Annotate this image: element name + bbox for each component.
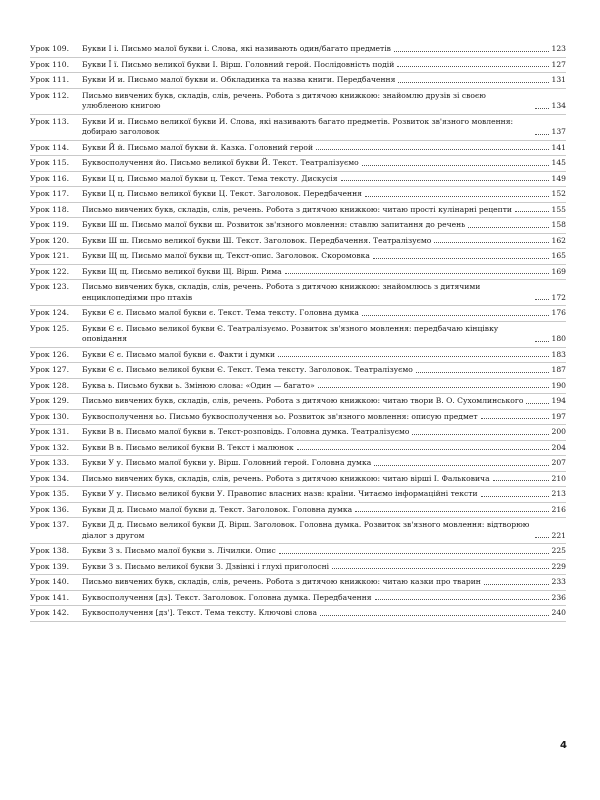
toc-entry bbox=[30, 591, 566, 607]
toc-entry bbox=[30, 141, 566, 157]
toc-entry bbox=[30, 187, 566, 203]
lesson-title: Букви Й й. Письмо малої букви й. Казка. Головний герой bbox=[82, 142, 314, 152]
toc-entry bbox=[30, 379, 566, 395]
dot-leader bbox=[362, 314, 549, 316]
dot-leader bbox=[278, 355, 548, 357]
lesson-title: Письмо вивчених букв, складів, слів, речень. Робота з дитячою книжкою: знайомлю друзів зі своєю улюбленою книгою bbox=[82, 90, 486, 110]
lesson-title: Букви Ї ї. Письмо великої букви І. Вірш. Головний герой. Послідовність подій bbox=[82, 59, 395, 69]
lesson-title: Письмо вивчених букв, складів, слів, речень. Робота з дитячою книжкою: читаю казки про тварин bbox=[82, 577, 481, 586]
dot-leader bbox=[362, 164, 549, 166]
entry-body bbox=[82, 143, 566, 154]
lesson-number: Урок 133. bbox=[30, 458, 69, 467]
toc-entry bbox=[30, 394, 566, 410]
lesson-number: Урок 110. bbox=[30, 59, 69, 69]
entry-page-number: 152 bbox=[551, 189, 566, 198]
dot-leader bbox=[374, 464, 548, 466]
entry-body bbox=[82, 205, 566, 216]
entry-page-number: 158 bbox=[551, 220, 566, 229]
lesson-title: Букви Д д. Письмо великої букви Д. Вірш. Заголовок. Головна думка. Розвиток зв'язного мовлення: відтворюю діалог з другом bbox=[82, 520, 530, 540]
entry-body bbox=[82, 236, 566, 247]
lesson-title: Буквосполучення [дз]. Текст. Заголовок. Головна думка. Передбачення bbox=[82, 592, 372, 602]
entry-page-number: 236 bbox=[551, 592, 566, 602]
lesson-title: Букви В в. Письмо великої букви В. Текст і малюнок bbox=[82, 442, 294, 452]
lesson-title: Буквосполучення ьо. Письмо буквосполучення ьо. Розвиток зв'язного мовлення: описую предмет bbox=[82, 411, 478, 421]
lesson-title: Букви И и. Письмо великої букви И. Слова, які називають багато предметів. Розвиток зв'язного мовлення: добираю заголовок bbox=[82, 116, 514, 136]
entry-page-number: 225 bbox=[551, 546, 566, 555]
lesson-title: Букви І і. Письмо малої букви і. Слова, які називають один/багато предметів bbox=[82, 44, 391, 53]
lesson-title: Письмо вивчених букв, складів, слів, речень. Робота з дитячою книжкою: читаю прості кулінарні рецепти bbox=[82, 204, 512, 214]
lesson-title: Письмо вивчених букв, складів, слів, речень. Робота з дитячою книжкою: знайомлюсь з дитячими енциклопедіями про птахів bbox=[82, 282, 481, 302]
lesson-title: Букви З з. Письмо малої букви з. Лічилки. Опис bbox=[82, 546, 276, 555]
dot-leader bbox=[279, 552, 549, 554]
entry-page-number: 180 bbox=[551, 334, 566, 343]
toc-entry bbox=[30, 518, 566, 544]
toc-entry bbox=[30, 280, 566, 306]
entry-body bbox=[82, 44, 566, 55]
entry-page-number: 165 bbox=[551, 251, 566, 260]
dot-leader bbox=[375, 598, 549, 600]
entry-body bbox=[82, 60, 566, 71]
entry-body bbox=[82, 220, 566, 231]
dot-leader bbox=[373, 257, 549, 259]
lesson-number: Урок 125. bbox=[30, 323, 69, 333]
toc-entry bbox=[30, 322, 566, 348]
table-of-contents bbox=[30, 42, 566, 622]
lesson-number: Урок 115. bbox=[30, 158, 69, 167]
entry-body bbox=[82, 174, 566, 185]
dot-leader bbox=[297, 448, 549, 450]
lesson-number: Урок 119. bbox=[30, 220, 69, 229]
lesson-number: Урок 135. bbox=[30, 489, 69, 498]
dot-leader bbox=[332, 567, 548, 569]
toc-entry bbox=[30, 115, 566, 141]
lesson-number: Урок 111. bbox=[30, 75, 69, 84]
lesson-title: Букви Ш ш. Письмо малої букви ш. Розвиток зв'язного мовлення: ставлю запитання до речень bbox=[82, 220, 466, 229]
entry-page-number: 194 bbox=[551, 396, 566, 405]
lesson-number: Урок 137. bbox=[30, 520, 69, 529]
entry-body bbox=[82, 505, 566, 516]
dot-leader bbox=[535, 298, 549, 300]
entry-body bbox=[82, 562, 566, 573]
lesson-title: Букви Ц ц. Письмо великої букви Ц. Текст. Заголовок. Передбачення bbox=[82, 189, 362, 198]
lesson-title: Букви Щ щ. Письмо малої букви щ. Текст-опис. Заголовок. Скоромовка bbox=[82, 251, 370, 260]
dot-leader bbox=[481, 495, 549, 497]
lesson-title: Письмо вивчених букв, складів, слів, речень. Робота з дитячою книжкою: читаю вірші І. Фальковича bbox=[82, 473, 490, 483]
lesson-number: Урок 141. bbox=[30, 592, 69, 602]
toc-entry bbox=[30, 218, 566, 234]
lesson-number: Урок 131. bbox=[30, 427, 69, 436]
entry-body bbox=[82, 608, 566, 619]
entry-body bbox=[82, 427, 566, 438]
entry-page-number: 229 bbox=[551, 561, 566, 571]
dot-leader bbox=[535, 133, 549, 135]
lesson-title: Букви И и. Письмо малої букви и. Обкладинка та назва книги. Передбачення bbox=[82, 75, 396, 84]
lesson-number: Урок 134. bbox=[30, 473, 69, 483]
dot-leader bbox=[535, 536, 549, 538]
lesson-title: Букви Д д. Письмо малої букви д. Текст. Заголовок. Головна думка bbox=[82, 504, 353, 514]
lesson-number: Урок 118. bbox=[30, 204, 69, 214]
lesson-number: Урок 113. bbox=[30, 116, 69, 126]
dot-leader bbox=[285, 272, 549, 274]
lesson-number: Урок 130. bbox=[30, 411, 69, 421]
dot-leader bbox=[416, 371, 549, 373]
lesson-title: Буквосполучення йо. Письмо великої букви Й. Текст. Театралізуємо bbox=[82, 158, 359, 167]
toc-entry bbox=[30, 363, 566, 379]
dot-leader bbox=[365, 195, 549, 197]
dot-leader bbox=[412, 433, 548, 435]
entry-page-number: 176 bbox=[551, 308, 566, 317]
entry-page-number: 183 bbox=[551, 349, 566, 359]
entry-body bbox=[82, 577, 566, 588]
toc-entry bbox=[30, 606, 566, 622]
toc-entry bbox=[30, 58, 566, 74]
entry-page-number: 213 bbox=[551, 489, 566, 498]
dot-leader bbox=[320, 614, 549, 616]
lesson-title: Букви Є є. Письмо великої букви Є. Театралізуємо. Розвиток зв'язного мовлення: передбачаю кінцівку оповідання bbox=[82, 323, 499, 343]
lesson-number: Урок 122. bbox=[30, 266, 69, 276]
toc-entry bbox=[30, 89, 566, 115]
toc-entry bbox=[30, 425, 566, 441]
entry-page-number: 216 bbox=[551, 504, 566, 514]
lesson-number: Урок 112. bbox=[30, 90, 69, 100]
entry-page-number: 134 bbox=[551, 101, 566, 110]
entry-page-number: 233 bbox=[551, 577, 566, 586]
toc-entry bbox=[30, 472, 566, 488]
dot-leader bbox=[318, 386, 549, 388]
dot-leader bbox=[398, 81, 548, 83]
entry-page-number: 207 bbox=[551, 458, 566, 467]
lesson-number: Урок 121. bbox=[30, 251, 69, 260]
entry-page-number: 172 bbox=[551, 292, 566, 302]
lesson-number: Урок 142. bbox=[30, 608, 69, 617]
entry-body bbox=[82, 324, 566, 345]
entry-page-number: 155 bbox=[551, 204, 566, 214]
dot-leader bbox=[355, 510, 548, 512]
lesson-title: Букви У у. Письмо великої букви У. Правопис власних назв: країни. Читаємо інформаційні тексти bbox=[82, 489, 478, 498]
entry-page-number: 221 bbox=[551, 530, 566, 540]
entry-body bbox=[82, 546, 566, 557]
entry-body bbox=[82, 593, 566, 604]
entry-body bbox=[82, 267, 566, 278]
entry-page-number: 127 bbox=[551, 59, 566, 69]
toc-entry bbox=[30, 348, 566, 364]
entry-page-number: 204 bbox=[551, 442, 566, 452]
entry-body bbox=[82, 117, 566, 138]
dot-leader bbox=[468, 226, 548, 228]
lesson-number: Урок 140. bbox=[30, 577, 69, 586]
dot-leader bbox=[493, 479, 549, 481]
entry-body bbox=[82, 308, 566, 319]
entry-body bbox=[82, 91, 566, 112]
lesson-title: Буквосполучення [дз']. Текст. Тема тексту. Ключові слова bbox=[82, 608, 317, 617]
lesson-number: Урок 128. bbox=[30, 380, 69, 390]
lesson-title: Букви У у. Письмо малої букви у. Вірш. Головний герой. Головна думка bbox=[82, 458, 372, 467]
lesson-title: Букви Є є. Письмо малої букви є. Факти і думки bbox=[82, 349, 276, 359]
lesson-number: Урок 138. bbox=[30, 546, 69, 555]
toc-entry bbox=[30, 172, 566, 188]
entry-page-number: 187 bbox=[551, 365, 566, 374]
entry-page-number: 200 bbox=[551, 427, 566, 436]
toc-entry bbox=[30, 203, 566, 219]
lesson-title: Букви Ц ц. Письмо малої букви ц. Текст. Тема тексту. Дискусія bbox=[82, 173, 338, 183]
toc-entry bbox=[30, 544, 566, 560]
entry-page-number: 240 bbox=[551, 608, 566, 617]
dot-leader bbox=[316, 148, 548, 150]
lesson-title: Букви Є є. Письмо великої букви Є. Текст. Тема тексту. Заголовок. Театралізуємо bbox=[82, 365, 413, 374]
entry-page-number: 145 bbox=[551, 158, 566, 167]
lesson-title: Букви З з. Письмо великої букви З. Дзвінкі і глухі приголосні bbox=[82, 561, 330, 571]
entry-body bbox=[82, 443, 566, 454]
lesson-number: Урок 109. bbox=[30, 44, 69, 53]
lesson-number: Урок 120. bbox=[30, 235, 69, 245]
lesson-number: Урок 114. bbox=[30, 142, 69, 152]
entry-page-number: 210 bbox=[551, 473, 566, 483]
entry-page-number: 190 bbox=[551, 380, 566, 390]
dot-leader bbox=[397, 65, 548, 67]
lesson-number: Урок 136. bbox=[30, 504, 69, 514]
entry-body bbox=[82, 520, 566, 541]
entry-page-number: 197 bbox=[551, 411, 566, 421]
toc-entry bbox=[30, 265, 566, 281]
lesson-number: Урок 116. bbox=[30, 173, 69, 183]
entry-body bbox=[82, 365, 566, 376]
dot-leader bbox=[515, 210, 549, 212]
lesson-title: Букви В в. Письмо малої букви в. Текст-розповідь. Головна думка. Театралізуємо bbox=[82, 427, 410, 436]
lesson-number: Урок 123. bbox=[30, 282, 69, 291]
toc-entry bbox=[30, 503, 566, 519]
lesson-number: Урок 127. bbox=[30, 365, 69, 374]
entry-body bbox=[82, 282, 566, 303]
dot-leader bbox=[526, 402, 548, 404]
entry-body bbox=[82, 412, 566, 423]
dot-leader bbox=[434, 241, 548, 243]
toc-entry bbox=[30, 249, 566, 265]
toc-entry bbox=[30, 73, 566, 89]
lesson-title: Букви Щ щ. Письмо великої букви Щ. Вірш. Рима bbox=[82, 266, 282, 276]
dot-leader bbox=[481, 417, 549, 419]
toc-entry bbox=[30, 42, 566, 58]
lesson-number: Урок 117. bbox=[30, 189, 69, 198]
entry-body bbox=[82, 251, 566, 262]
entry-body bbox=[82, 396, 566, 407]
dot-leader bbox=[535, 340, 549, 342]
entry-body bbox=[82, 189, 566, 200]
lesson-title: Письмо вивчених букв, складів, слів, речень. Робота з дитячою книжкою: читаю твори В. О. Сухомлинського bbox=[82, 396, 524, 405]
dot-leader bbox=[484, 583, 549, 585]
page-number: 4 bbox=[560, 740, 567, 751]
toc-entry bbox=[30, 234, 566, 250]
toc-entry bbox=[30, 306, 566, 322]
toc-entry bbox=[30, 456, 566, 472]
toc-entry bbox=[30, 575, 566, 591]
lesson-title: Букви Є є. Письмо малої букви є. Текст. Тема тексту. Головна думка bbox=[82, 308, 359, 317]
lesson-number: Урок 124. bbox=[30, 308, 69, 317]
lesson-title: Буква ь. Письмо букви ь. Змінюю слова: «Один — багато» bbox=[82, 380, 315, 390]
entry-body bbox=[82, 458, 566, 469]
entry-body bbox=[82, 381, 566, 392]
dot-leader bbox=[535, 107, 549, 109]
toc-entry bbox=[30, 487, 566, 503]
lesson-number: Урок 139. bbox=[30, 561, 69, 571]
lesson-title: Букви Ш ш. Письмо великої букви Ш. Текст. Заголовок. Передбачення. Театралізуємо bbox=[82, 235, 432, 245]
entry-page-number: 141 bbox=[551, 142, 566, 152]
entry-body bbox=[82, 474, 566, 485]
lesson-number: Урок 126. bbox=[30, 349, 69, 359]
entry-body bbox=[82, 75, 566, 86]
lesson-number: Урок 129. bbox=[30, 396, 69, 405]
toc-entry bbox=[30, 156, 566, 172]
toc-entry bbox=[30, 410, 566, 426]
entry-body bbox=[82, 350, 566, 361]
toc-entry bbox=[30, 441, 566, 457]
dot-leader bbox=[394, 50, 549, 52]
entry-body bbox=[82, 158, 566, 169]
entry-page-number: 149 bbox=[551, 173, 566, 183]
entry-page-number: 169 bbox=[551, 266, 566, 276]
entry-page-number: 131 bbox=[551, 75, 566, 84]
lesson-number: Урок 132. bbox=[30, 442, 69, 452]
entry-page-number: 162 bbox=[551, 235, 566, 245]
toc-entry bbox=[30, 560, 566, 576]
entry-body bbox=[82, 489, 566, 500]
entry-page-number: 123 bbox=[551, 44, 566, 53]
entry-page-number: 137 bbox=[551, 127, 566, 136]
dot-leader bbox=[341, 179, 549, 181]
